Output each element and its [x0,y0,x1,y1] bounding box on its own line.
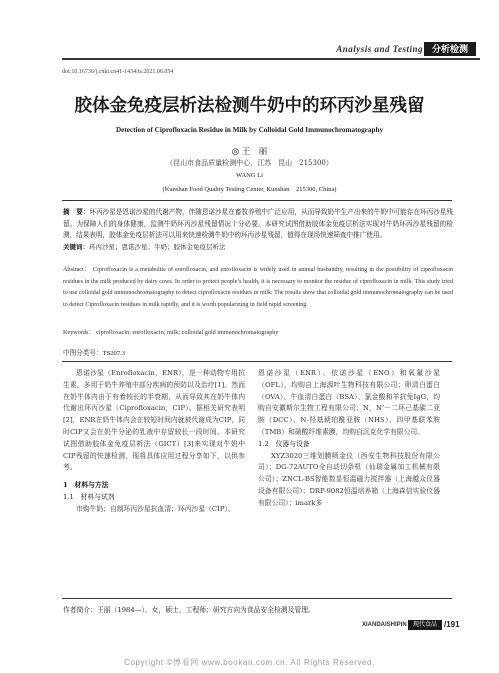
keywords-text: 环丙沙星；恩诺沙星；牛奶；胶体金免疫层析法 [89,243,226,251]
body-column-left [63,368,245,516]
english-abstract [63,265,453,311]
materials-paragraph: 市购牛奶；自制环丙沙星抗血清；环丙沙星（CIP）、 [76,504,235,513]
clc-number [63,347,125,357]
subsection-heading-instruments: 1.2 仪器与设备 [258,439,310,448]
author: ◎ 王 丽 [231,147,268,157]
affiliation: （昆山市食品质量检测中心，江苏 昆山 215300） [166,159,333,167]
header-rule [62,58,480,60]
body-column-right [258,368,440,510]
keywords-label: 关键词： [63,243,89,251]
abstract-label: 摘 要： [63,208,90,216]
english-author: WANG Li [236,172,263,179]
doi: doi:10.16736/j.cnki.cn41-1434/ts.2021.06.054 [62,69,174,75]
subsection-heading-materials: 1.1 材料与试剂 [63,492,115,501]
section-heading-materials-methods: 1 材料与方法 [63,481,109,490]
clc-text: TS207.3 [102,350,126,357]
copyright-watermark: Copyright ©博看网 www.bookan.com.cn. All Rights Reserved. [124,658,375,667]
section-badge: 分析检测 [424,42,476,56]
footnote-rule [62,598,452,599]
intro-paragraph: 恩诺沙星（Enrofloxacin，ENR），是一种动物专用抗生素，多用于奶牛养殖中部分疾病的预防以及治疗[1]。然而在奶牛体内由于有着较长的半衰期，从而导致其在奶牛体内代谢出环丙沙星（Ciprofloxacin，CIP）。据相关研究表明[2]，ENR在奶牛体内会在较短时间内就被代谢成为CIP，同时CIP又会在奶牛分泌的乳液中存留较长一段时间。本研究试图借助胶体金免疫层析法（GICT）[3]来实现对牛奶中CIP残留的快速检测，现将具体应用过程分享如下，以供参考。 [63,369,245,472]
paper-title: 胶体金免疫层析法检测牛奶中的环丙沙星残留 [74,96,425,116]
english-affiliation: (Kunshan Food Quality Testing Center, Kunshan 215300, China) [162,186,337,193]
journal-section-title: Analysis and Testing [336,44,423,54]
instruments-paragraph: XYZ3020三维划膜喷金仪（西安生物科技股份有限公司）；DG-72AUTO全自动切条机（仙瑞金属加工机械有限公司）；ZNCL-BS智能数显恒温磁力搅拌器（上海越众仪器设备有限公司）；DRP-9082恒温培养箱（上海森信实验仪器有限公司）；imark多 [258,451,440,507]
author-footnote: 作者简介：王丽（1984—），女，硕士，工程师；研究方向为食品安全检测及管理。 [63,606,315,614]
english-keywords [63,327,453,336]
abstract-top-rule [62,200,452,201]
footer-journal-tag: 现代食品 [408,620,442,630]
english-title: Detection of Ciprofloxacin Residue in Milk by Colloidal Gold Immunochromatography [115,126,384,134]
page-number: /191 [444,620,460,629]
keywords [63,242,453,251]
abstract [63,207,453,242]
english-abstract-label: Abstract： [63,267,91,273]
english-abstract-text: Ciprofloxacin is a metabolite of enrofloxacin, and enrofloxacin is widely used in animal husbandry, resulting in the possibility of ciprofloxacin residues in the milk produced by dairy cows. In order to protect people’s health, it is necessary to monitor the residue of ciprofloxacin in milk. This study tried to use colloidal gold immunochromatography to detect ciprofloxacin residues in milk. The results show that colloidal gold immunochromatography can be used to detect Ciprofloxacin residues in milk rapidly, and it is worth popularizing in field rapid screening. [63,267,453,308]
footer-brand: XIANDAISHIPIN [362,622,407,628]
english-keywords-label: Keywords： [63,329,95,336]
english-keywords-text: ciprofloxacin; enrofloxacin; milk; colloidal gold immunochromatography [96,329,279,336]
clc-label: 中图分类号： [63,349,103,357]
materials-continued-paragraph: 恩诺沙星（ENR）、依诺沙星（ENO）和氧氟沙星（OFL），均购自上海源叶生物科技有限公司；卵清白蛋白（OVA）、牛血清白蛋白（BSA）、氯金酸和羊抗兔IgG，均购自安徽斯尔生物工程有限公司；N，N’－二环己基碳二亚胺（DCC）、N-羟基琥珀酰亚胺（NHS）、四甲基联苯胺（TMB）和硝酸纤维素膜，均购自沉克化学有限公司。 [258,369,440,436]
abstract-bottom-rule [62,361,452,362]
abstract-text: 环丙沙星是恩诺沙星的代谢产物，伴随恩诺沙星在畜牧养殖中广泛应用，从而导致奶牛生产出来的牛奶中可能存在环丙沙星残留。为保障人们的身体健康，监测牛奶环丙沙星残留情况十分必要。本研究试图借助胶体金免疫层析法实现对牛奶环丙沙星残留的检测，结果表明，胶体金免疫层析法可以用来快速检测牛奶中的环丙沙星残留，值得在现场快速筛查中推广使用。 [63,208,454,240]
